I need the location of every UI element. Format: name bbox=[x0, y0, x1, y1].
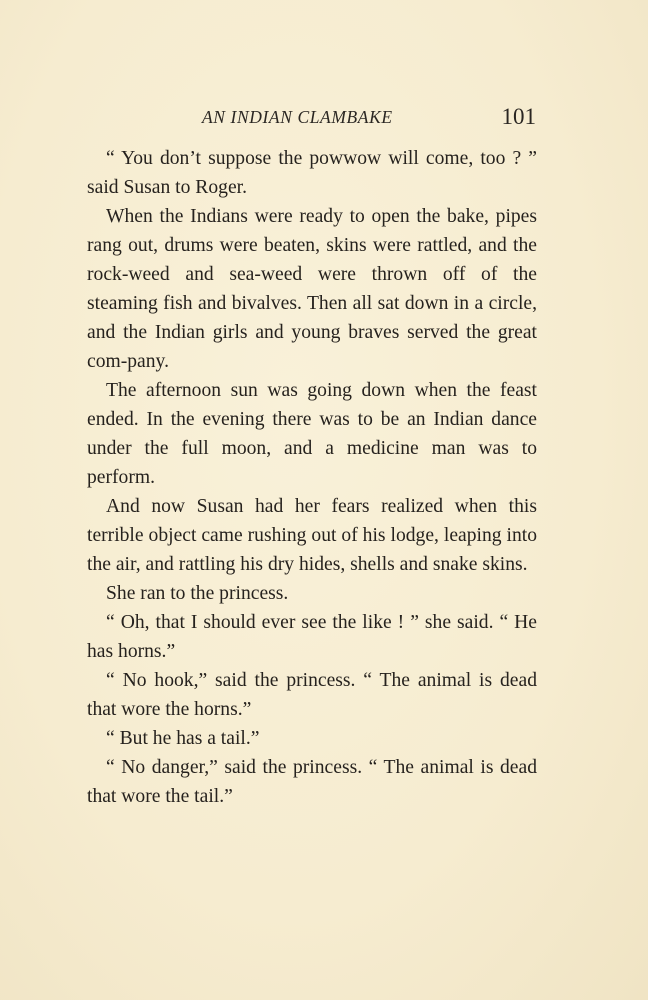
paragraph: “ Oh, that I should ever see the like ! ” she said. “ He has horns.” bbox=[87, 612, 537, 662]
paragraph: “ You don’t suppose the powwow will come, too ? ” said Susan to Roger. bbox=[87, 148, 537, 198]
paragraph: The afternoon sun was going down when the feast ended. In the evening there was to be an Indian dance under the full moon, and a medicine man was to perform. bbox=[87, 380, 537, 488]
paragraph: And now Susan had her fears realized when this terrible object came rushing out of his lodge, leaping into the air, and rattling his dry hides, shells and snake skins. bbox=[87, 496, 537, 575]
running-title: AN INDIAN CLAMBAKE bbox=[202, 107, 393, 127]
running-head bbox=[88, 104, 538, 134]
paragraph: She ran to the princess. bbox=[106, 583, 289, 604]
body-text bbox=[87, 144, 537, 811]
paragraph: When the Indians were ready to open the bake, pipes rang out, drums were beaten, skins were rattled, and the rock-weed and sea-weed were thrown off of the steaming fish and bivalves. Then all sat down in a circle, and the Indian girls and young braves served the great com-pany. bbox=[87, 206, 537, 372]
paragraph: “ No hook,” said the princess. “ The animal is dead that wore the horns.” bbox=[87, 670, 537, 720]
paragraph: “ But he has a tail.” bbox=[106, 728, 260, 749]
page-number: 101 bbox=[501, 104, 536, 129]
paragraph: “ No danger,” said the princess. “ The animal is dead that wore the tail.” bbox=[87, 757, 537, 807]
